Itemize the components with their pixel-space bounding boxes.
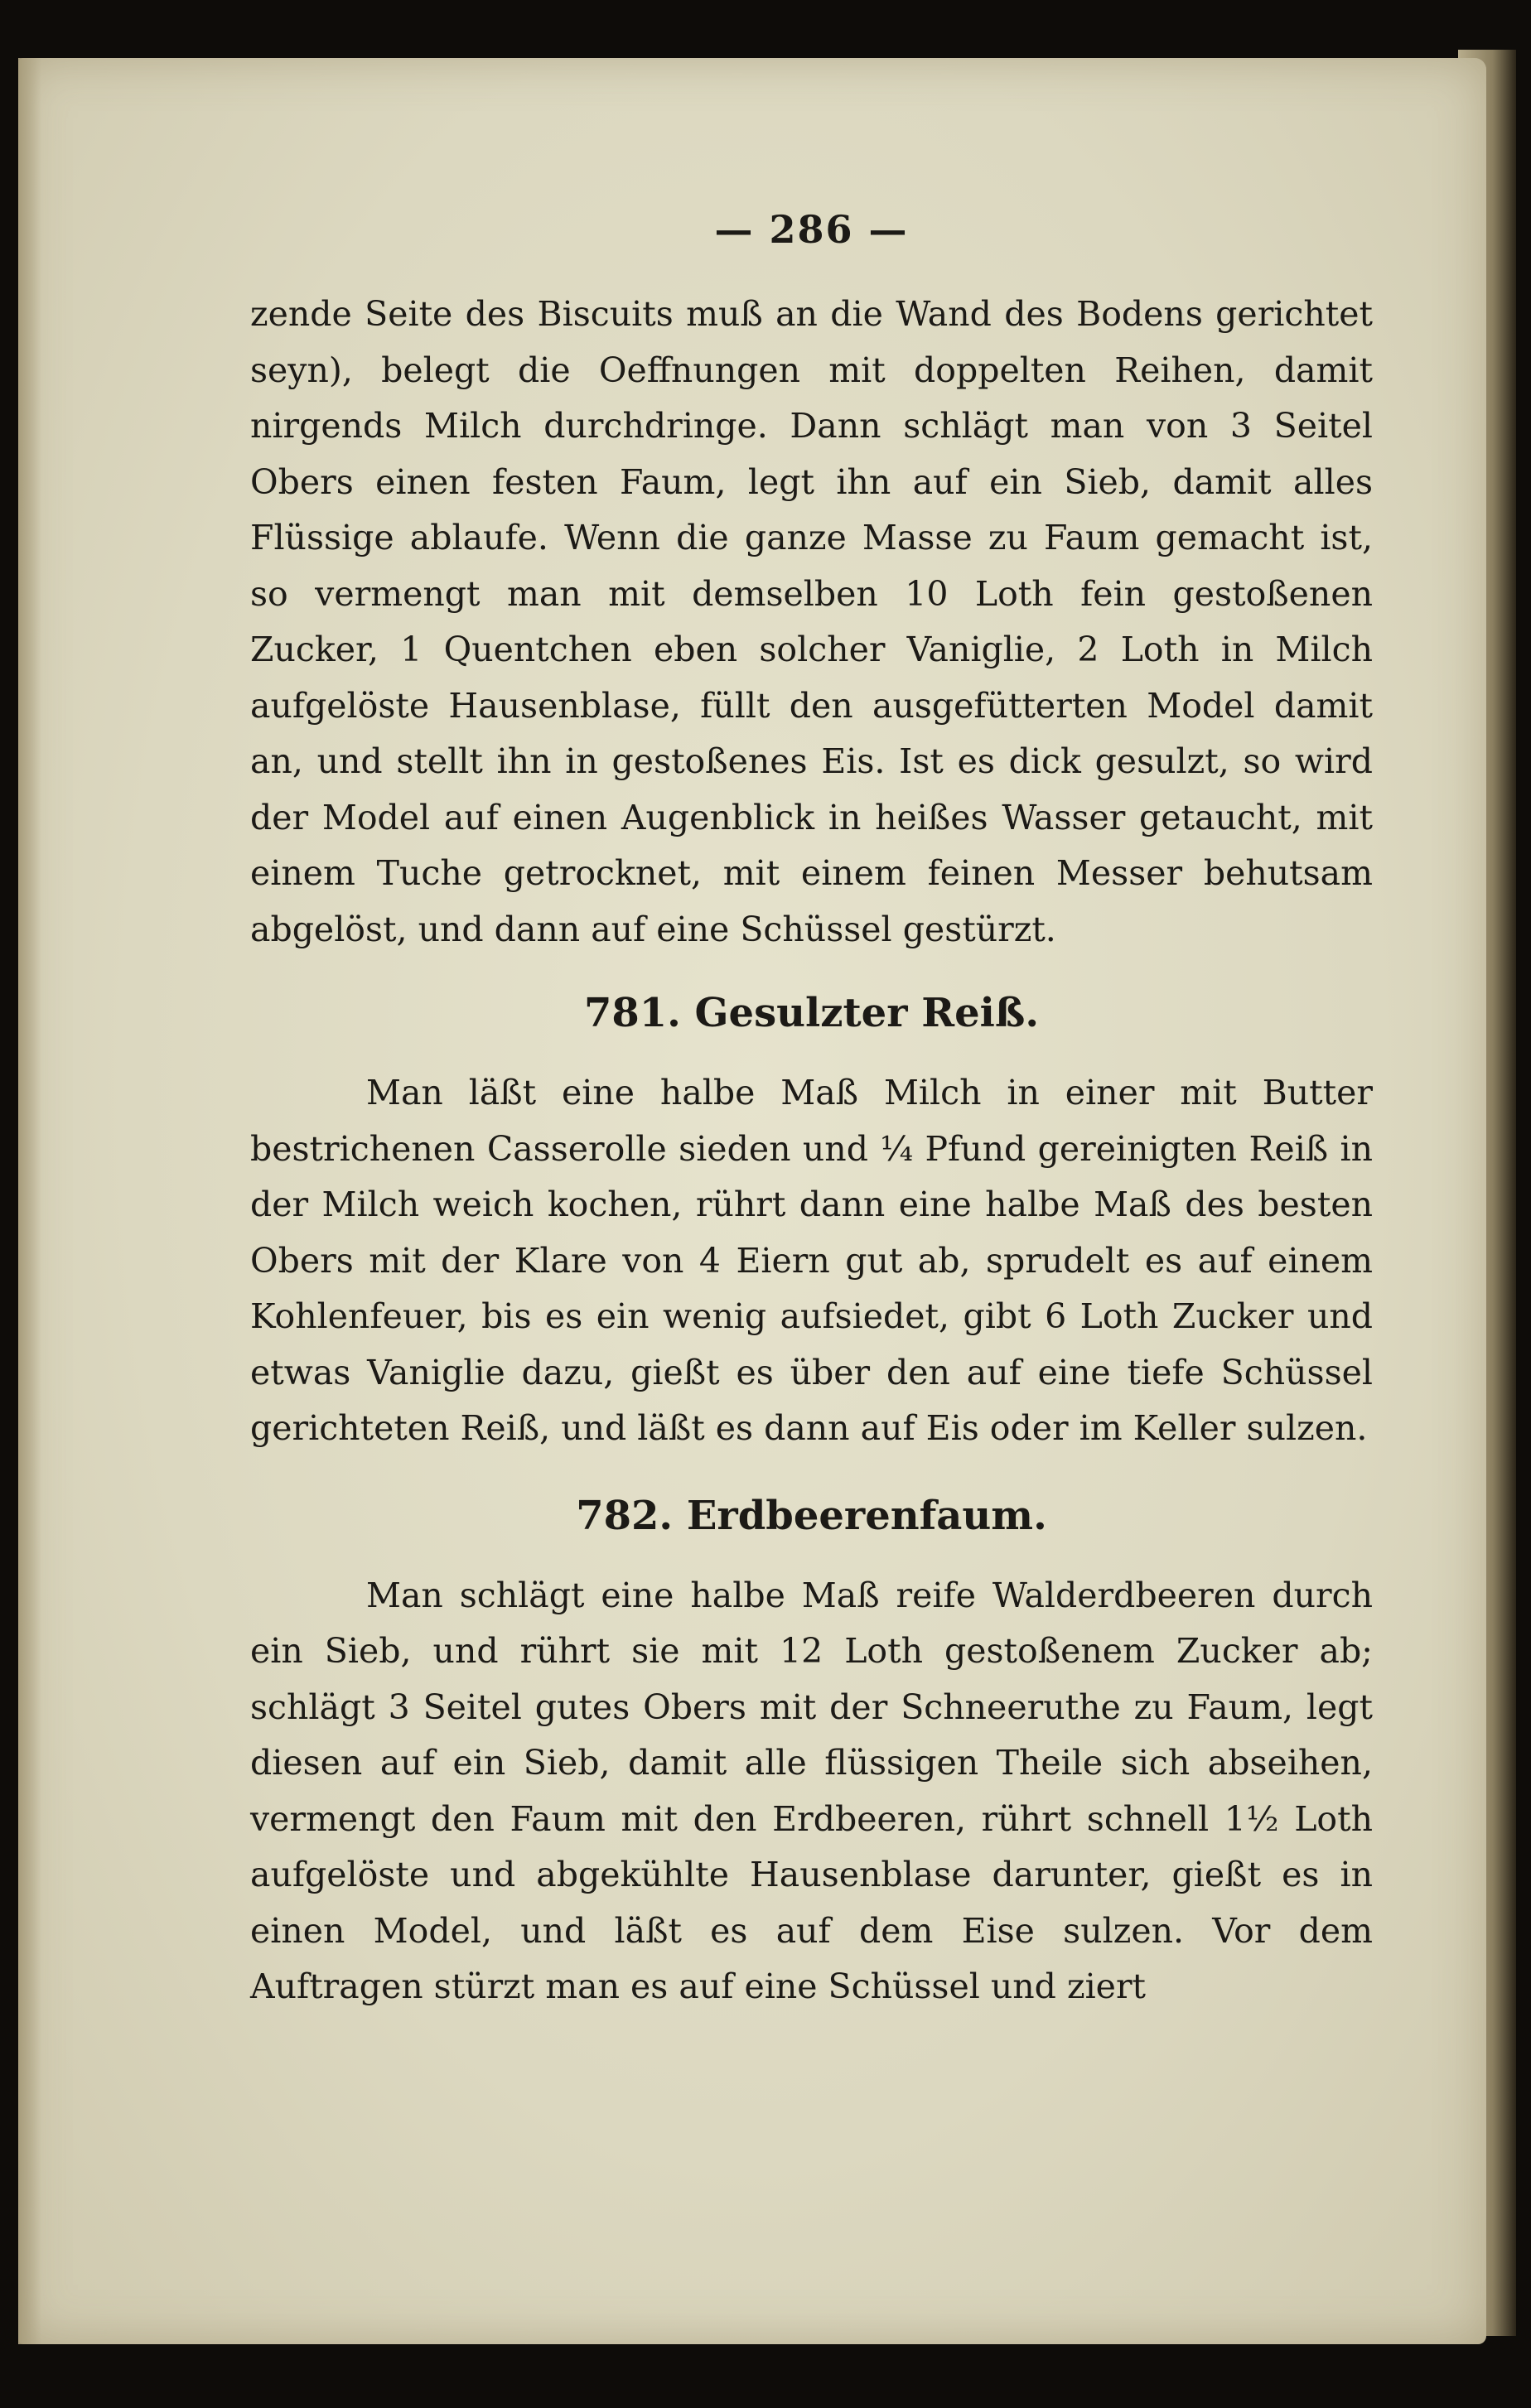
continued-paragraph: zende Seite des Biscuits muß an die Wand des Bodens gerichtet seyn), belegt die Oeffnungen mit doppelten Reihen, damit nirgends Milch durchdringe. Dann schlägt man von 3 Seitel Obers einen festen Faum, legt ihn auf ein Sieb, damit alles Flüssige ablaufe. Wenn die ganze Masse zu Faum gemacht ist, so vermengt man mit demselben 10 Loth fein gestoßenen Zucker, 1 Quentchen eben solcher Vaniglie, 2 Loth in Milch aufgelöste Hausenblase, füllt den ausgefütterten Model damit an, und stellt ihn in gestoßenes Eis. Ist es dick gesulzt, so wird der Model auf einen Augenblick in heißes Wasser getaucht, mit einem Tuche getrocknet, mit einem feinen Messer behutsam abgelöst, und dann auf eine Schüssel gestürzt. [250, 294, 1373, 949]
recipe-text-781: Man läßt eine halbe Maß Milch in einer mit Butter bestrichenen Casserolle sieden und ¼ Pfund gereinigten Reiß in der Milch weich kochen, rührt dann eine halbe Maß des besten Obers mit der Klare von 4 Eiern gut ab, sprudelt es auf einem Kohlenfeuer, bis es ein wenig aufsiedet, gibt 6 Loth Zucker und etwas Vaniglie dazu, gießt es über den auf eine tiefe Schüssel gerichteten Reiß, und läßt es dann auf Eis oder im Keller sulzen. [250, 1073, 1373, 1448]
page-number: — 286 — [714, 207, 909, 252]
recipe-heading-781: 781. Gesulzter Reiß. [583, 990, 1040, 1036]
recipe-text-782: Man schlägt eine halbe Maß reife Walderdbeeren durch ein Sieb, und rührt sie mit 12 Loth gestoßenem Zucker ab; schlägt 3 Seitel gutes Obers mit der Schneeruthe zu Faum, legt diesen auf ein Sieb, damit alle flüssigen Theile sich abseihen, vermengt den Faum mit den Erdbeeren, rührt schnell 1½ Loth aufgelöste und abgekühlte Hausenblase darunter, gießt es in einen Model, und läßt es auf dem Eise sulzen. Vor dem Auftragen stürzt man es auf eine Schüssel und ziert [250, 1575, 1373, 2006]
page-content [250, 207, 1373, 2015]
page-gutter-shadow [18, 58, 41, 2344]
recipe-heading-782: 782. Erdbeerenfaum. [576, 1492, 1047, 1539]
